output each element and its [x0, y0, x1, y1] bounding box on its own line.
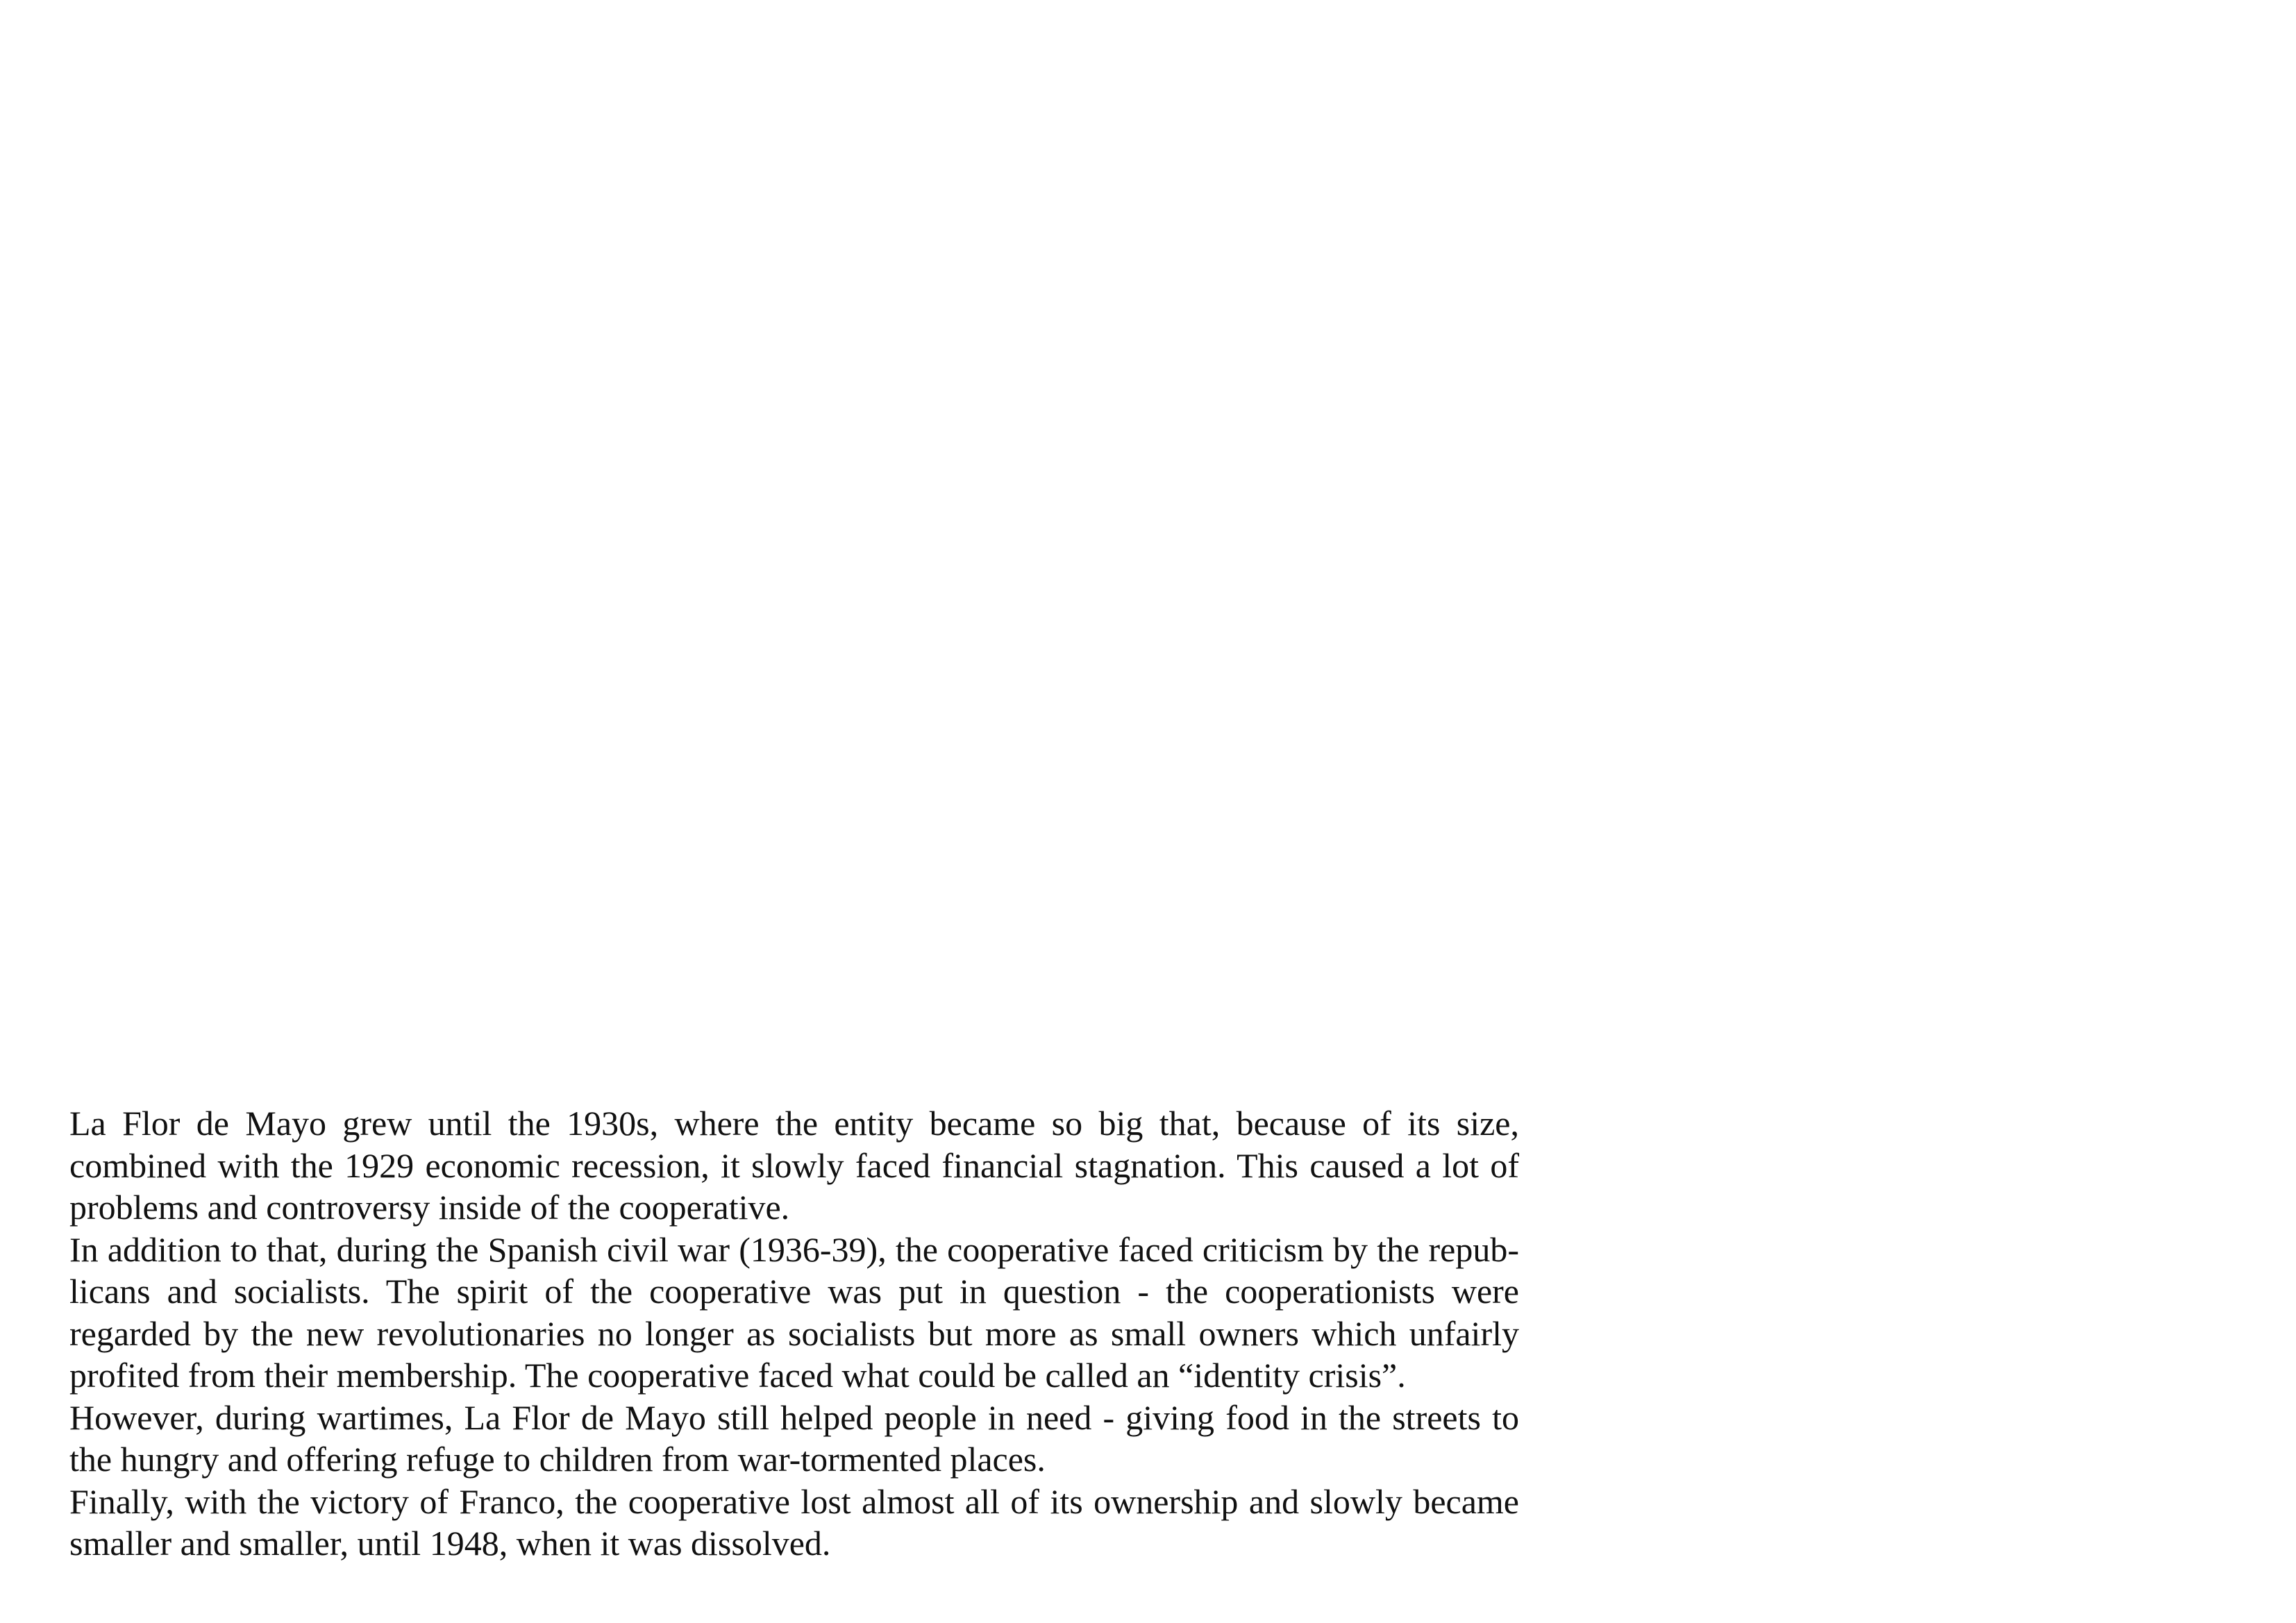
- paragraph-dissolution: Finally, with the victory of Franco, the cooperative lost almost all of its ownership and slowly became smaller and smaller, until 1948, when it was dissolved.: [69, 1481, 1519, 1563]
- paragraph-wartime-help: However, during wartimes, La Flor de Mayo still helped people in need - giving food in the streets to the hungry and offering refuge to children from war-tormented places.: [69, 1397, 1519, 1479]
- paragraph-civil-war: In addition to that, during the Spanish civil war (1936-39), the cooperative faced criticism by the republicans and socialists. The spirit of the cooperative was put in question - the cooperationists were regarded by the new revolutionaries no longer as socialists but more as small owners which unfairly profited from their membership. The cooperative faced what could be called an “identity crisis”.: [69, 1229, 1519, 1395]
- paragraph-financial-stagnation: La Flor de Mayo grew until the 1930s, where the entity became so big that, because of its size, combined with the 1929 economic recession, it slowly faced financial stagnation. This caused a lot of problems and controversy inside of the cooperative.: [69, 1104, 1519, 1227]
- body-text: [69, 1102, 1519, 1565]
